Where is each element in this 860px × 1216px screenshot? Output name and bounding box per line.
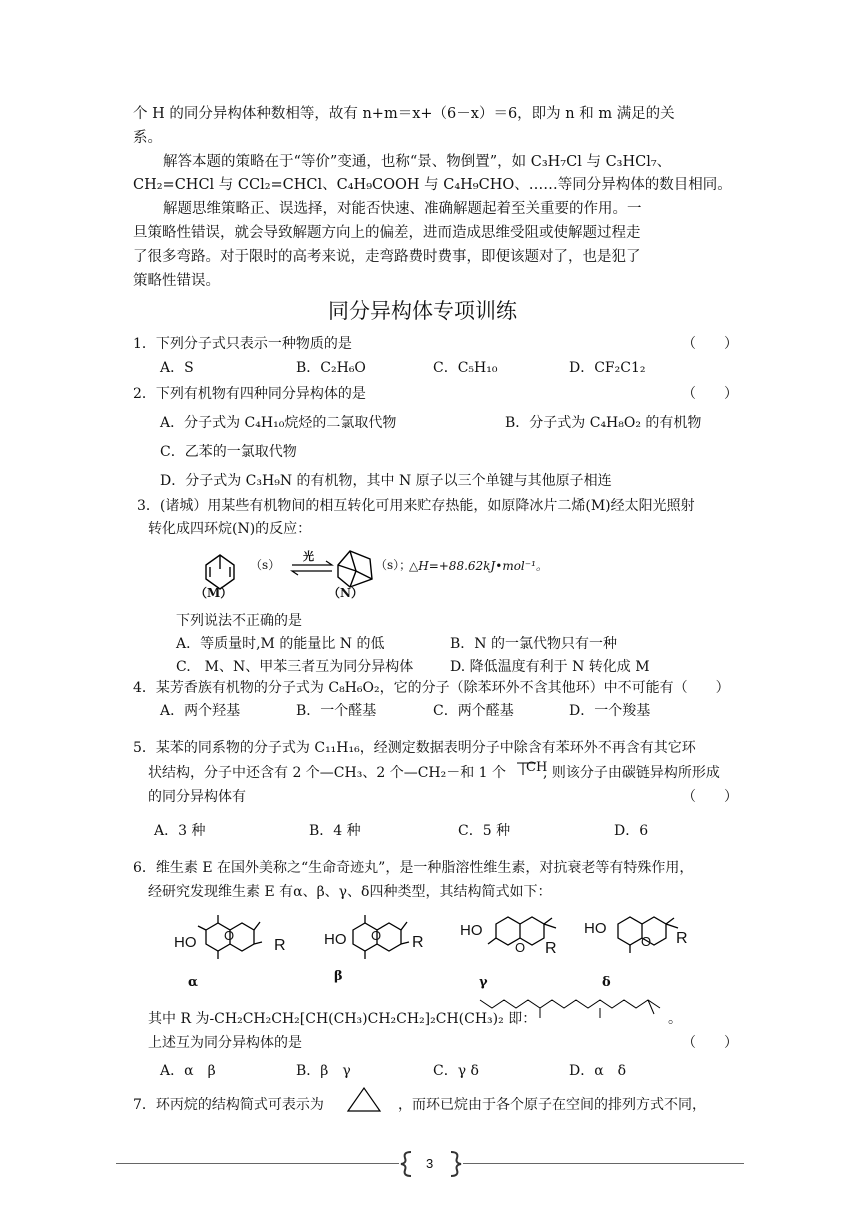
beta-o-label: O [371, 928, 382, 943]
intro-line-2: 系。 [133, 130, 162, 146]
q3-prompt: 下列说法不正确的是 [176, 613, 302, 629]
gamma-o-label: O [515, 940, 526, 955]
footer-rule-left [116, 1163, 399, 1164]
q4-stem: 4．某芳香族有机物的分子式为 C₈H₆O₂，它的分子（除苯环外不含其他环）中不可能有（ ） [133, 680, 730, 696]
q6-answer-paren: （ ） [682, 1035, 738, 1051]
q7-stem-b: ，而环已烷由于各个原子在空间的排列方式不同， [398, 1097, 706, 1113]
q6-r-end: 。 [668, 1011, 682, 1027]
q5-ch-group [516, 757, 548, 775]
alpha-label: α [188, 975, 199, 990]
q2-option-b: B．分子式为 C₄H₈O₂ 的有机物 [505, 415, 702, 431]
q5-stem-line-1: 5．某苯的同系物的分子式为 C₁₁H₁₆，经测定数据表明分子中除含有苯环外不再含有其它环 [133, 740, 696, 756]
q5-stem-line-2a: 状结构，分子中还含有 2 个—CH₃、2 个—CH₂－和 1 个 [148, 765, 507, 781]
intro-line-7: 了很多弯路。对于限时的高考来说，走弯路费时费事，即便该题对了，也是犯了 [133, 249, 641, 265]
delta-label: δ [602, 975, 611, 990]
q5-option-d: D．6 [614, 823, 649, 839]
q1-option-c: C．C₅H₁₀ [433, 360, 498, 376]
intro-line-4: CH₂=CHCl 与 CCl₂=CHCl、C₄H₉COOH 与 C₄H₉CHO、……等同分异构体的数目相同。 [133, 177, 732, 193]
intro-line-6: 旦策略性错误，就会导致解题方向上的偏差，进而造成思维受阻或使解题过程走 [133, 225, 641, 241]
q3-option-a: A．等质量时,M 的能量比 N 的低 [176, 636, 385, 652]
q5-stem-line-2b: , 则该分子由碳链异构所形成 [543, 765, 720, 781]
intro-line-1: 个 H 的同分异构体种数相等，故有 n+m＝x+（6－x）＝6，即为 n 和 m 满足的关 [133, 106, 675, 122]
q1-option-a: A．S [160, 360, 194, 376]
q1-option-d: D．CF₂C1₂ [569, 360, 646, 376]
gamma-label: γ [479, 975, 488, 990]
q6-stem-line-1: 6．维生素 E 在国外美称之“生命奇迹丸”，是一种脂溶性维生素，对抗衰老等有特殊作用， [133, 860, 694, 876]
q6-r-definition: 其中 R 为-CH₂CH₂CH₂[CH(CH₃)CH₂CH₂]₂CH(CH₃)₂ 即： [148, 1011, 537, 1027]
q1-option-b: B．C₂H₆O [296, 360, 366, 376]
q3-state-label-m: （s） [250, 558, 281, 572]
q6-prompt: 上述互为同分异构体的是 [148, 1035, 302, 1051]
delta-r-label: R [676, 930, 688, 947]
q3-n-label: （N） [328, 586, 363, 600]
delta-ho-label: HO [584, 920, 607, 937]
section-title: 同分异构体专项训练 [328, 299, 517, 323]
beta-label: β [334, 969, 343, 984]
q2-answer-paren: （ ） [682, 386, 738, 402]
q2-option-d: D．分子式为 C₃H₉N 的有机物，其中 N 原子以三个单键与其他原子相连 [160, 473, 612, 489]
q6-option-d: D．α δ [569, 1063, 627, 1079]
q5-option-b: B．4 种 [309, 823, 361, 839]
q2-option-a: A．分子式为 C₄H₁₀烷烃的二氯取代物 [160, 415, 397, 431]
q5-stem-line-3: 的同分异构体有 [148, 789, 246, 805]
alpha-ho-label: HO [174, 934, 197, 951]
q3-m-label: （M） [195, 586, 233, 600]
q5-answer-paren: （ ） [682, 789, 738, 805]
alpha-r-label: R [274, 937, 286, 954]
q4-option-d: D．一个羧基 [569, 703, 651, 719]
intro-line-3: 解答本题的策略在于“等价”变通，也称“景、物倒置”，如 C₃H₇Cl 与 C₃HCl₇、 [163, 154, 672, 170]
q3-option-c: C. M、N、甲苯三者互为同分异构体 [176, 659, 414, 675]
q5-option-c: C．5 种 [458, 823, 511, 839]
q5-ch-label: CH [526, 760, 548, 775]
q3-option-b: B．N 的一氯代物只有一种 [450, 636, 617, 652]
q3-state-label-n: （s）； [375, 558, 412, 572]
q4-option-a: A．两个羟基 [160, 703, 241, 719]
q3-stem-line-2: 转化成四环烷(N)的反应： [148, 521, 312, 537]
q3-option-d: D. 降低温度有利于 N 转化成 M [450, 659, 650, 675]
q5-option-a: A．3 种 [154, 823, 206, 839]
delta-o-label: O [641, 934, 652, 949]
q6-option-b: B．β γ [296, 1063, 351, 1079]
q3-enthalpy: △H=+88.62kJ•mol⁻¹。 [409, 559, 548, 573]
q3-stem-line-1: 3．(诸城）用某些有机物间的相互转化可用来贮存热能，如原降冰片二烯(M)经太阳光照射 [137, 498, 695, 514]
q6-stem-line-2: 经研究发现维生素 E 有α、β、γ、δ四种类型，其结构简式如下： [148, 884, 552, 900]
beta-r-label: R [412, 934, 424, 951]
q2-option-c: C．乙苯的一氯取代物 [160, 444, 297, 460]
quadricyclane-structure [338, 551, 372, 587]
q6-option-a: A．α β [160, 1063, 216, 1079]
q1-stem: 1．下列分子式只表示一种物质的是 [133, 336, 352, 352]
gamma-ho-label: HO [460, 922, 483, 939]
q1-answer-paren: （ ） [682, 336, 738, 352]
q4-option-c: C．两个醛基 [433, 703, 514, 719]
gamma-r-label: R [545, 940, 557, 957]
cyclopropane-triangle [344, 1085, 384, 1115]
intro-line-5: 解题思维策略正、误选择，对能否快速、准确解题起着至关重要的作用。一 [163, 201, 642, 217]
q7-stem-a: 7．环丙烷的结构简式可表示为 [133, 1097, 324, 1113]
q4-option-b: B．一个醛基 [296, 703, 377, 719]
beta-ho-label: HO [324, 931, 347, 948]
q3-light-label: 光 [303, 550, 314, 563]
vitamin-e-structures [170, 912, 730, 992]
footer-rule-right [463, 1163, 744, 1164]
intro-line-8: 策略性错误。 [133, 273, 220, 289]
q6-option-c: C．γ δ [433, 1063, 479, 1079]
q2-stem: 2．下列有机物有四种同分异构体的是 [133, 386, 366, 402]
page-number: 3 [426, 1156, 434, 1171]
alpha-o-label: O [224, 928, 235, 943]
r-chain-skeleton [478, 996, 668, 1022]
